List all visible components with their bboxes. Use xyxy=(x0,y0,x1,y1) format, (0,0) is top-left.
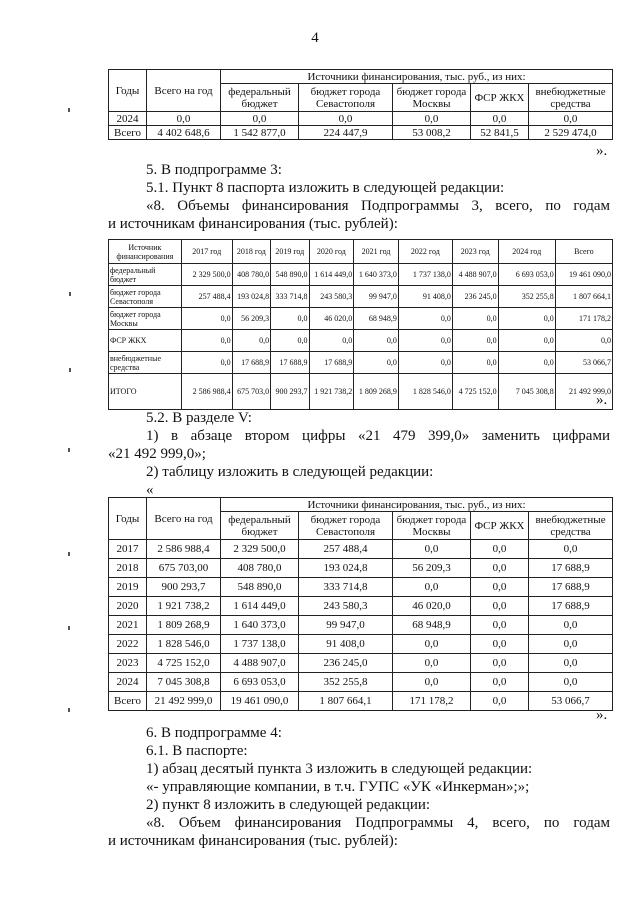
cell: 0,0 xyxy=(232,330,270,352)
paragraph: 1) в абзаце втором цифры «21 479 399,0» заменить цифрами xyxy=(146,428,610,444)
cell: 236 245,0 xyxy=(452,286,498,308)
cell: 2022 xyxy=(109,635,147,654)
year-header: 2017 год xyxy=(181,240,232,264)
scan-mark xyxy=(68,552,70,556)
table-row xyxy=(109,559,613,578)
cell: 7 045 308,8 xyxy=(147,673,221,692)
paragraph: 2) пункт 8 изложить в следующей редакции: xyxy=(146,797,431,813)
table-row xyxy=(109,264,613,286)
cell: 2018 xyxy=(109,559,147,578)
cell: 4 725 152,0 xyxy=(147,654,221,673)
total-header: Всего на год xyxy=(147,498,221,540)
cell: 548 890,0 xyxy=(221,578,299,597)
cell: 352 255,8 xyxy=(498,286,555,308)
cell: Всего xyxy=(109,692,147,711)
table-row-total xyxy=(109,692,613,711)
col-header: внебюджетные средства xyxy=(529,84,613,112)
cell: 21 492 999,0 xyxy=(555,374,612,410)
cell: 224 447,9 xyxy=(299,126,393,140)
table-row xyxy=(109,654,613,673)
cell: 1 737 138,0 xyxy=(221,635,299,654)
cell: 333 714,8 xyxy=(271,286,309,308)
cell: 1 737 138,0 xyxy=(398,264,452,286)
cell: 2021 xyxy=(109,616,147,635)
cell: 236 245,0 xyxy=(299,654,393,673)
year-header: 2024 год xyxy=(498,240,555,264)
cell: 2020 xyxy=(109,597,147,616)
cell: 0,0 xyxy=(393,654,471,673)
cell: 1 921 738,2 xyxy=(309,374,354,410)
years-header: Годы xyxy=(109,70,147,112)
table-row xyxy=(109,308,613,330)
paragraph: 1) абзац десятый пункта 3 изложить в следующей редакции: xyxy=(146,761,533,777)
paragraph: «- управляющие компании, в т.ч. ГУПС «УК «Инкерман»;»; xyxy=(146,779,530,795)
cell: 0,0 xyxy=(471,112,529,126)
row-label: внебюджетные средства xyxy=(109,352,182,374)
opening-quote: « xyxy=(146,482,154,498)
cell: 4 725 152,0 xyxy=(452,374,498,410)
cell: 2 586 988,4 xyxy=(181,374,232,410)
table-row xyxy=(109,126,613,140)
closing-quote: ». xyxy=(596,707,608,723)
table-row xyxy=(109,597,613,616)
cell: 6 693 053,0 xyxy=(221,673,299,692)
cell: 0,0 xyxy=(471,540,529,559)
cell: 68 948,9 xyxy=(393,616,471,635)
scan-mark xyxy=(68,448,70,452)
corner-header: Источник финансирования xyxy=(109,240,182,264)
cell: 2024 xyxy=(109,673,147,692)
cell: 6 693 053,0 xyxy=(498,264,555,286)
year-header: 2020 год xyxy=(309,240,354,264)
col-header: федеральный бюджет xyxy=(221,512,299,540)
cell: 17 688,9 xyxy=(309,352,354,374)
row-label: бюджет города Севастополя xyxy=(109,286,182,308)
table-row xyxy=(109,673,613,692)
paragraph: и источникам финансирования (тыс. рублей): xyxy=(108,216,398,232)
col-header: ФСР ЖКХ xyxy=(471,512,529,540)
cell: 1 640 373,0 xyxy=(354,264,399,286)
cell: 0,0 xyxy=(471,597,529,616)
cell: 0,0 xyxy=(398,330,452,352)
cell: 0,0 xyxy=(555,330,612,352)
year-header: 2019 год xyxy=(271,240,309,264)
cell: 0,0 xyxy=(498,330,555,352)
year-header: Всего xyxy=(555,240,612,264)
funding-table-summary xyxy=(108,69,613,140)
cell: 408 780,0 xyxy=(221,559,299,578)
cell: 0,0 xyxy=(309,330,354,352)
cell: 19 461 090,0 xyxy=(555,264,612,286)
paragraph: «21 492 999,0»; xyxy=(108,446,206,462)
cell: 46 020,0 xyxy=(309,308,354,330)
cell: 0,0 xyxy=(299,112,393,126)
cell: 17 688,9 xyxy=(529,559,613,578)
cell: 0,0 xyxy=(498,308,555,330)
cell: 257 488,4 xyxy=(299,540,393,559)
col-header: бюджет города Москвы xyxy=(393,512,471,540)
section-heading: 5.1. Пункт 8 паспорта изложить в следующей редакции: xyxy=(146,180,505,196)
col-header: бюджет города Севастополя xyxy=(299,512,393,540)
cell: 2023 xyxy=(109,654,147,673)
scan-mark xyxy=(68,108,70,112)
cell: 1 809 268,9 xyxy=(354,374,399,410)
cell: 21 492 999,0 xyxy=(147,692,221,711)
table-row xyxy=(109,578,613,597)
cell: 0,0 xyxy=(398,352,452,374)
cell: 0,0 xyxy=(471,559,529,578)
cell: 0,0 xyxy=(271,330,309,352)
table-row xyxy=(109,635,613,654)
cell: 53 066,7 xyxy=(555,352,612,374)
table-row xyxy=(109,616,613,635)
year-header: 2023 год xyxy=(452,240,498,264)
cell: 0,0 xyxy=(529,673,613,692)
scan-mark xyxy=(69,292,71,296)
cell: 0,0 xyxy=(529,112,613,126)
cell: Всего xyxy=(109,126,147,140)
table-row xyxy=(109,330,613,352)
page-number: 4 xyxy=(311,30,319,46)
cell: 4 402 648,6 xyxy=(147,126,221,140)
row-label: ФСР ЖКХ xyxy=(109,330,182,352)
cell: 0,0 xyxy=(529,540,613,559)
cell: 7 045 308,8 xyxy=(498,374,555,410)
cell: 17 688,9 xyxy=(271,352,309,374)
cell: 2019 xyxy=(109,578,147,597)
cell: 1 542 877,0 xyxy=(221,126,299,140)
scan-mark xyxy=(68,708,70,712)
cell: 19 461 090,0 xyxy=(221,692,299,711)
cell: 4 488 907,0 xyxy=(452,264,498,286)
cell: 0,0 xyxy=(529,654,613,673)
cell: 56 209,3 xyxy=(393,559,471,578)
cell: 0,0 xyxy=(471,635,529,654)
cell: 0,0 xyxy=(452,352,498,374)
paragraph: «8. Объемы финансирования Подпрограммы 3, всего, по годам xyxy=(146,198,610,214)
paragraph: и источникам финансирования (тыс. рублей): xyxy=(108,833,398,849)
cell: 68 948,9 xyxy=(354,308,399,330)
cell: 0,0 xyxy=(498,352,555,374)
cell: 0,0 xyxy=(393,112,471,126)
cell: 1 828 546,0 xyxy=(398,374,452,410)
cell: 2 529 474,0 xyxy=(529,126,613,140)
table-row-total xyxy=(109,374,613,410)
cell: 1 614 449,0 xyxy=(221,597,299,616)
cell: 0,0 xyxy=(393,635,471,654)
cell: 17 688,9 xyxy=(232,352,270,374)
cell: 0,0 xyxy=(398,308,452,330)
cell: 243 580,3 xyxy=(299,597,393,616)
cell: 0,0 xyxy=(471,616,529,635)
cell: 2 329 500,0 xyxy=(181,264,232,286)
col-header: бюджет города Москвы xyxy=(393,84,471,112)
cell: 0,0 xyxy=(221,112,299,126)
cell: 0,0 xyxy=(354,330,399,352)
table-row xyxy=(109,352,613,374)
cell: 0,0 xyxy=(471,654,529,673)
table-row xyxy=(109,540,613,559)
closing-quote: ». xyxy=(596,143,608,159)
year-header: 2021 год xyxy=(354,240,399,264)
cell: 0,0 xyxy=(393,673,471,692)
cell: 1 640 373,0 xyxy=(221,616,299,635)
row-label: федеральный бюджет xyxy=(109,264,182,286)
cell: 0,0 xyxy=(529,616,613,635)
cell: 2 586 988,4 xyxy=(147,540,221,559)
cell: 675 703,00 xyxy=(147,559,221,578)
cell: 1 614 449,0 xyxy=(309,264,354,286)
cell: 0,0 xyxy=(471,673,529,692)
cell: 0,0 xyxy=(393,578,471,597)
scan-mark xyxy=(68,626,70,630)
cell: 352 255,8 xyxy=(299,673,393,692)
cell: 52 841,5 xyxy=(471,126,529,140)
cell: 675 703,0 xyxy=(232,374,270,410)
cell: 333 714,8 xyxy=(299,578,393,597)
cell: 2 329 500,0 xyxy=(221,540,299,559)
cell: 17 688,9 xyxy=(529,597,613,616)
paragraph: «8. Объем финансирования Подпрограммы 4, всего, по годам xyxy=(146,815,610,831)
cell: 46 020,0 xyxy=(393,597,471,616)
cell: 0,0 xyxy=(452,308,498,330)
cell: 2017 xyxy=(109,540,147,559)
section-heading: 5.2. В разделе V: xyxy=(146,410,252,426)
funding-table-by-year xyxy=(108,239,613,410)
year-header: 2022 год xyxy=(398,240,452,264)
cell: 0,0 xyxy=(529,635,613,654)
cell: 53 008,2 xyxy=(393,126,471,140)
cell: 1 809 268,9 xyxy=(147,616,221,635)
cell: 1 828 546,0 xyxy=(147,635,221,654)
cell: 0,0 xyxy=(181,352,232,374)
cell: 171 178,2 xyxy=(393,692,471,711)
cell: 17 688,9 xyxy=(529,578,613,597)
cell: 1 807 664,1 xyxy=(555,286,612,308)
cell: 91 408,0 xyxy=(398,286,452,308)
cell: 0,0 xyxy=(181,308,232,330)
cell: 193 024,8 xyxy=(232,286,270,308)
cell: 193 024,8 xyxy=(299,559,393,578)
cell: 0,0 xyxy=(147,112,221,126)
section-heading: 5. В подпрограмме 3: xyxy=(146,162,282,178)
cell: 0,0 xyxy=(181,330,232,352)
section-heading: 6.1. В паспорте: xyxy=(146,743,248,759)
cell: 0,0 xyxy=(471,692,529,711)
cell: 243 580,3 xyxy=(309,286,354,308)
cell: 0,0 xyxy=(354,352,399,374)
table-row xyxy=(109,286,613,308)
cell: 0,0 xyxy=(393,540,471,559)
cell: 408 780,0 xyxy=(232,264,270,286)
cell: 0,0 xyxy=(452,330,498,352)
cell: 2024 xyxy=(109,112,147,126)
col-header: федеральный бюджет xyxy=(221,84,299,112)
closing-quote: ». xyxy=(596,392,608,408)
cell: 56 209,3 xyxy=(232,308,270,330)
cell: 900 293,7 xyxy=(147,578,221,597)
cell: 171 178,2 xyxy=(555,308,612,330)
col-header: бюджет города Севастополя xyxy=(299,84,393,112)
cell: 99 947,0 xyxy=(299,616,393,635)
years-header: Годы xyxy=(109,498,147,540)
sources-header: Источники финансирования, тыс. руб., из них: xyxy=(221,498,613,512)
cell: 53 066,7 xyxy=(529,692,613,711)
cell: 1 807 664,1 xyxy=(299,692,393,711)
cell: 0,0 xyxy=(271,308,309,330)
table-row xyxy=(109,112,613,126)
scan-mark xyxy=(69,368,71,372)
cell: 4 488 907,0 xyxy=(221,654,299,673)
cell: 91 408,0 xyxy=(299,635,393,654)
section-heading: 6. В подпрограмме 4: xyxy=(146,725,282,741)
row-label: бюджет города Москвы xyxy=(109,308,182,330)
funding-table-years xyxy=(108,497,613,711)
year-header: 2018 год xyxy=(232,240,270,264)
cell: 900 293,7 xyxy=(271,374,309,410)
cell: 548 890,0 xyxy=(271,264,309,286)
col-header: ФСР ЖКХ xyxy=(471,84,529,112)
cell: 0,0 xyxy=(471,578,529,597)
cell: 99 947,0 xyxy=(354,286,399,308)
sources-header: Источники финансирования, тыс. руб., из них: xyxy=(221,70,613,84)
row-label: ИТОГО xyxy=(109,374,182,410)
cell: 1 921 738,2 xyxy=(147,597,221,616)
paragraph: 2) таблицу изложить в следующей редакции: xyxy=(146,464,434,480)
col-header: внебюджетные средства xyxy=(529,512,613,540)
total-header: Всего на год xyxy=(147,70,221,112)
cell: 257 488,4 xyxy=(181,286,232,308)
